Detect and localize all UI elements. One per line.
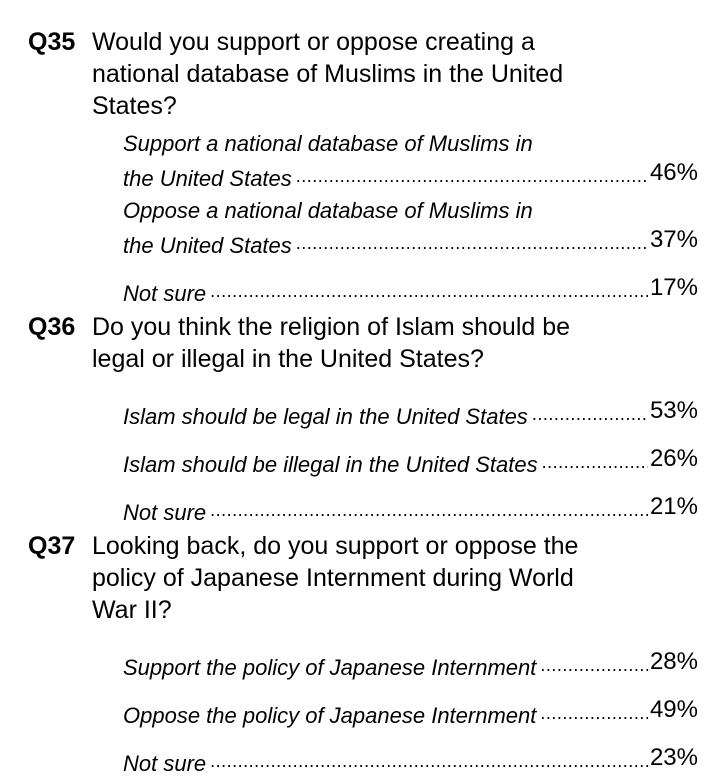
dot-leader (542, 444, 648, 472)
answer-percentage: 17% (649, 274, 698, 301)
answer-option (123, 130, 698, 191)
answer-text: the United States (123, 166, 292, 191)
question-text (92, 530, 692, 626)
answer-option (123, 492, 698, 525)
question-number: Q37 (28, 532, 76, 560)
dot-leader (532, 396, 648, 424)
dot-leader (210, 743, 648, 771)
answer-option (123, 444, 698, 477)
question-text-line: national database of Muslims in the United (92, 60, 564, 88)
answer-option (123, 197, 698, 258)
question-text (92, 26, 692, 122)
answer-percentage: 53% (649, 397, 698, 424)
dot-leader (210, 273, 648, 301)
answer-text: the United States (123, 233, 292, 258)
answer-percentage: 46% (649, 159, 698, 186)
answer-text: Not sure (123, 751, 207, 776)
dot-leader (210, 492, 648, 520)
answer-percentage: 21% (649, 493, 698, 520)
answer-option (123, 695, 698, 728)
dot-leader (296, 158, 648, 186)
answer-text: Support the policy of Japanese Internment (123, 655, 537, 680)
question-text-line: policy of Japanese Internment during World (92, 564, 574, 592)
question-number: Q35 (28, 28, 76, 56)
dot-leader (540, 647, 648, 675)
question-number: Q36 (28, 313, 76, 341)
answer-text: Not sure (123, 281, 207, 306)
answer-text: Not sure (123, 500, 207, 525)
question-text-line: legal or illegal in the United States? (92, 345, 484, 373)
answer-percentage: 28% (649, 648, 698, 675)
answer-option (123, 647, 698, 680)
dot-leader (296, 225, 648, 253)
question-text (92, 311, 692, 375)
answer-text-line: Support a national database of Muslims in (123, 131, 533, 156)
answer-percentage: 26% (649, 445, 698, 472)
question-text-line: States? (92, 92, 177, 120)
question-text-line: Looking back, do you support or oppose the (92, 532, 579, 560)
answer-option (123, 396, 698, 429)
question-text-line: War II? (92, 596, 172, 624)
answer-text: Oppose the policy of Japanese Internment (123, 703, 537, 728)
question-text-line: Would you support or oppose creating a (92, 28, 535, 56)
answer-option (123, 273, 698, 306)
answer-percentage: 37% (649, 226, 698, 253)
dot-leader (540, 695, 648, 723)
answer-text: Islam should be legal in the United States (123, 404, 528, 429)
answer-percentage: 49% (649, 696, 698, 723)
answer-text-line: Oppose a national database of Muslims in (123, 198, 533, 223)
question-text-line: Do you think the religion of Islam should be (92, 313, 571, 341)
answer-text: Islam should be illegal in the United States (123, 452, 538, 477)
answer-percentage: 23% (649, 744, 698, 771)
answer-option (123, 743, 698, 776)
